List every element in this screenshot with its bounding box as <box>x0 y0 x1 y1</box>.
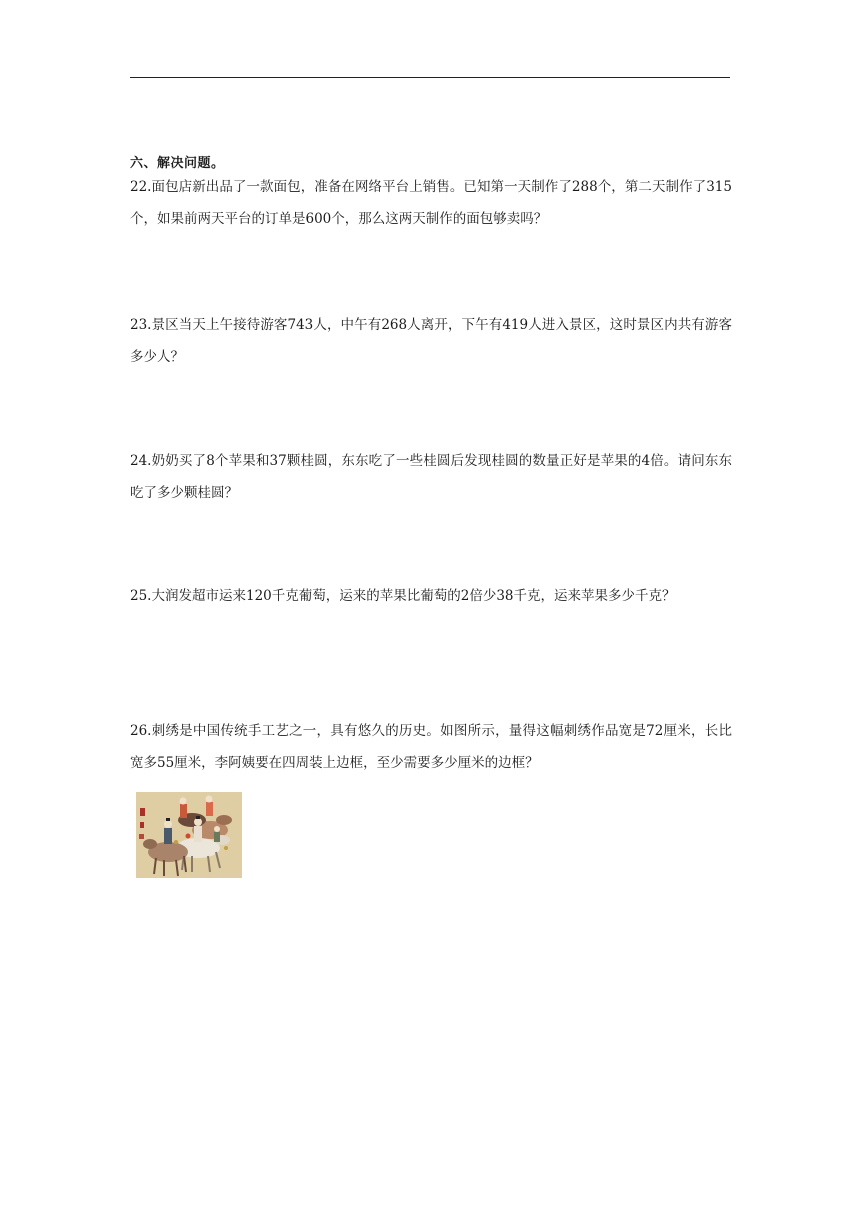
problem-text: 面包店新出品了一款面包，准备在网络平台上销售。已知第一天制作了288个，第二天制作了315个，如果前两天平台的订单是600个，那么这两天制作的面包够卖吗？ <box>130 179 732 227</box>
problem-number: 26. <box>130 723 152 739</box>
section-heading: 六、解决问题。 <box>130 156 225 171</box>
problem-number: 24. <box>130 453 152 469</box>
problem-number: 23. <box>130 317 152 333</box>
problem-24 <box>130 445 732 509</box>
problem-text: 景区当天上午接待游客743人，中午有268人离开，下午有419人进入景区，这时景区内共有游客多少人？ <box>130 317 732 365</box>
problem-26 <box>130 715 732 779</box>
problem-text: 刺绣是中国传统手工艺之一，具有悠久的历史。如图所示，量得这幅刺绣作品宽是72厘米，长比宽多55厘米，李阿姨要在四周装上边框，至少需要多少厘米的边框？ <box>130 723 732 771</box>
header-rule <box>130 77 730 78</box>
problem-text: 奶奶买了8个苹果和37颗桂圆，东东吃了一些桂圆后发现桂圆的数量正好是苹果的4倍。请问东东吃了多少颗桂圆？ <box>130 453 732 501</box>
problem-25 <box>130 580 732 612</box>
problem-23 <box>130 309 732 373</box>
problem-number: 25. <box>130 588 152 604</box>
embroidery-painting-image <box>136 792 242 878</box>
problem-22 <box>130 171 732 235</box>
problem-number: 22. <box>130 179 152 195</box>
problem-text: 大润发超市运来120千克葡萄，运来的苹果比葡萄的2倍少38千克，运来苹果多少千克？ <box>151 588 676 604</box>
